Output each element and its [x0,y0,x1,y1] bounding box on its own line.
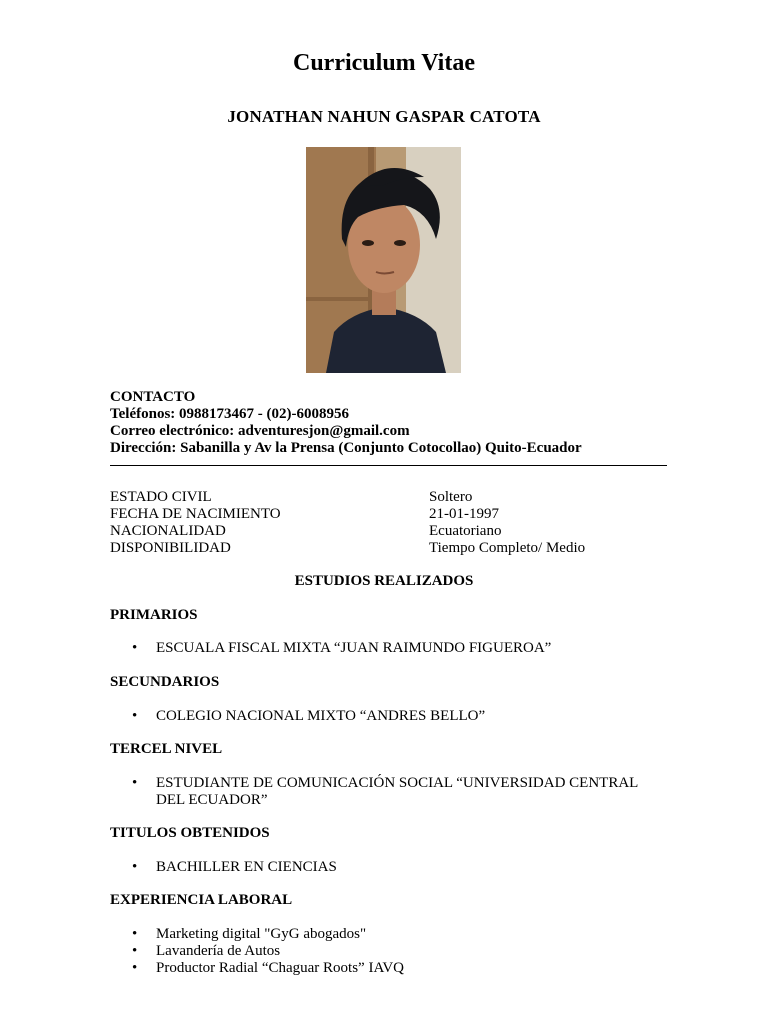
personal-label: ESTADO CIVIL [110,489,212,505]
list-item-text: Marketing digital "GyG abogados" [156,926,367,942]
personal-label: DISPONIBILIDAD [110,540,231,556]
candidate-name: JONATHAN NAHUN GASPAR CATOTA [227,107,541,126]
list-item [110,775,670,809]
section-divider [110,465,667,466]
list-item-text: Lavandería de Autos [156,943,281,959]
titles-list [110,859,670,876]
contact-section [110,389,670,457]
personal-label: FECHA DE NACIMIENTO [110,506,281,522]
profile-photo [306,147,461,373]
bullet-icon: • [132,775,138,791]
secondary-list [110,708,670,725]
contact-phones: Teléfonos: 0988173467 - (02)-6008956 [110,406,350,422]
list-item [110,640,670,657]
list-item-text: BACHILLER EN CIENCIAS [156,859,337,875]
titles-heading: TITULOS OBTENIDOS [110,825,270,841]
list-item [110,859,670,876]
list-item-text: ESTUDIANTE DE COMUNICACIÓN SOCIAL “UNIVERSIDAD CENTRAL DEL ECUADOR” [156,775,638,808]
personal-label: NACIONALIDAD [110,523,226,539]
education-heading: ESTUDIOS REALIZADOS [294,573,474,589]
bullet-icon: • [132,960,138,976]
contact-email: Correo electrónico: adventuresjon@gmail.com [110,423,410,439]
personal-value: Ecuatoriano [429,523,502,539]
secondary-heading: SECUNDARIOS [110,674,220,690]
list-item-text: ESCUALA FISCAL MIXTA “JUAN RAIMUNDO FIGUEROA” [156,640,552,656]
primary-list [110,640,670,657]
bullet-icon: • [132,708,138,724]
personal-value: Tiempo Completo/ Medio [429,540,586,556]
personal-row [110,540,670,557]
tertiary-list [110,775,670,809]
contact-address: Dirección: Sabanilla y Av la Prensa (Conjunto Cotocollao) Quito-Ecuador [110,440,582,456]
bullet-icon: • [132,859,138,875]
personal-row [110,506,670,523]
primary-heading: PRIMARIOS [110,607,198,623]
list-item [110,926,670,943]
personal-info-table [110,489,670,557]
personal-row [110,489,670,506]
document-title: Curriculum Vitae [293,50,475,76]
list-item-text: COLEGIO NACIONAL MIXTO “ANDRES BELLO” [156,708,486,724]
bullet-icon: • [132,926,138,942]
list-item [110,943,670,960]
personal-value: 21-01-1997 [429,506,499,522]
personal-value: Soltero [429,489,473,505]
profile-photo-illustration [306,147,461,373]
bullet-icon: • [132,943,138,959]
experience-heading: EXPERIENCIA LABORAL [110,892,293,908]
tertiary-heading: TERCEL NIVEL [110,741,223,757]
list-item [110,708,670,725]
experience-list [110,926,670,977]
list-item-text: Productor Radial “Chaguar Roots” IAVQ [156,960,405,976]
bullet-icon: • [132,640,138,656]
contact-heading: CONTACTO [110,389,196,405]
list-item [110,960,670,977]
personal-row [110,523,670,540]
